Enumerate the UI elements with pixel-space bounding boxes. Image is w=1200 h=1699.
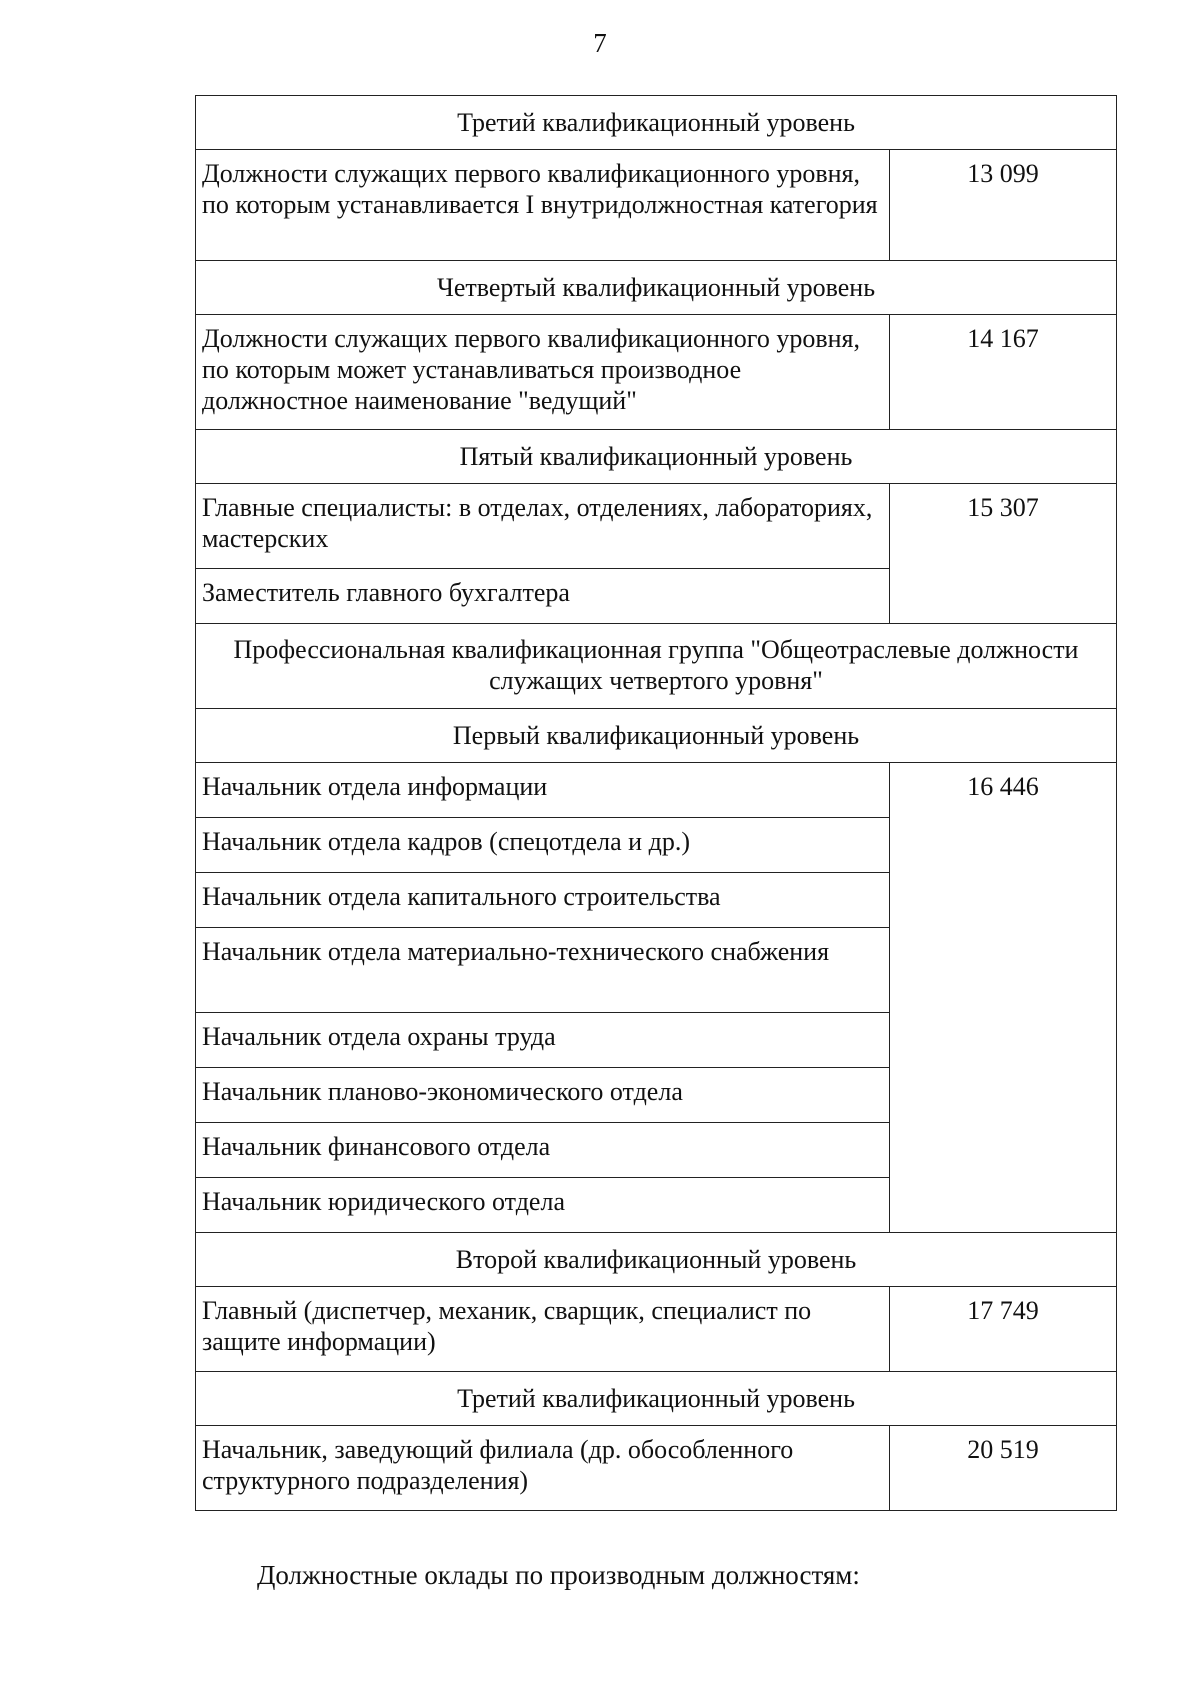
salary-cell: 16 446 [890, 763, 1117, 1233]
position-cell: Начальник отдела кадров (спецотдела и др.) [196, 818, 890, 873]
level-header-row [196, 261, 1117, 315]
position-cell: Главные специалисты: в отделах, отделениях, лабораториях, мастерских [196, 484, 890, 569]
position-cell: Заместитель главного бухгалтера [196, 569, 890, 624]
position-cell: Главный (диспетчер, механик, сварщик, специалист по защите информации) [196, 1287, 890, 1372]
salary-cell: 14 167 [890, 315, 1117, 430]
level-header-row [196, 430, 1117, 484]
level-header: Первый квалификационный уровень [196, 709, 1117, 763]
group-header: Профессиональная квалификационная группа "Общеотраслевые должности служащих четвертого уровня" [196, 624, 1117, 709]
level-header-row [196, 1233, 1117, 1287]
level-header: Четвертый квалификационный уровень [196, 261, 1117, 315]
footer-text: Должностные оклады по производным должностям: [257, 1560, 860, 1590]
page-number: 7 [593, 28, 607, 58]
salary-cell: 17 749 [890, 1287, 1117, 1372]
level-header-row [196, 96, 1117, 150]
position-cell: Начальник отдела охраны труда [196, 1013, 890, 1068]
position-cell: Начальник, заведующий филиала (др. обособленного структурного подразделения) [196, 1426, 890, 1511]
position-cell: Должности служащих первого квалификационного уровня, по которым устанавливается I внутридолжностная категория [196, 150, 890, 261]
salary-table [195, 95, 1117, 1511]
position-cell: Начальник планово-экономического отдела [196, 1068, 890, 1123]
table-row [196, 1287, 1117, 1372]
position-cell: Начальник отдела информации [196, 763, 890, 818]
position-cell: Начальник юридического отдела [196, 1178, 890, 1233]
salary-cell: 20 519 [890, 1426, 1117, 1511]
level-header: Пятый квалификационный уровень [196, 430, 1117, 484]
position-cell: Начальник отдела капитального строительства [196, 873, 890, 928]
table-row [196, 763, 1117, 818]
level-header-row [196, 709, 1117, 763]
table-row [196, 484, 1117, 569]
salary-cell: 13 099 [890, 150, 1117, 261]
position-cell: Должности служащих первого квалификационного уровня, по которым может устанавливаться производное должностное наименование "ведущий" [196, 315, 890, 430]
position-cell: Начальник финансового отдела [196, 1123, 890, 1178]
level-header-row [196, 1372, 1117, 1426]
table-row [196, 315, 1117, 430]
group-header-row [196, 624, 1117, 709]
level-header: Третий квалификационный уровень [196, 1372, 1117, 1426]
table-row [196, 1426, 1117, 1511]
level-header: Третий квалификационный уровень [196, 96, 1117, 150]
position-cell: Начальник отдела материально-технического снабжения [196, 928, 890, 1013]
table-row [196, 150, 1117, 261]
level-header: Второй квалификационный уровень [196, 1233, 1117, 1287]
salary-cell: 15 307 [890, 484, 1117, 624]
